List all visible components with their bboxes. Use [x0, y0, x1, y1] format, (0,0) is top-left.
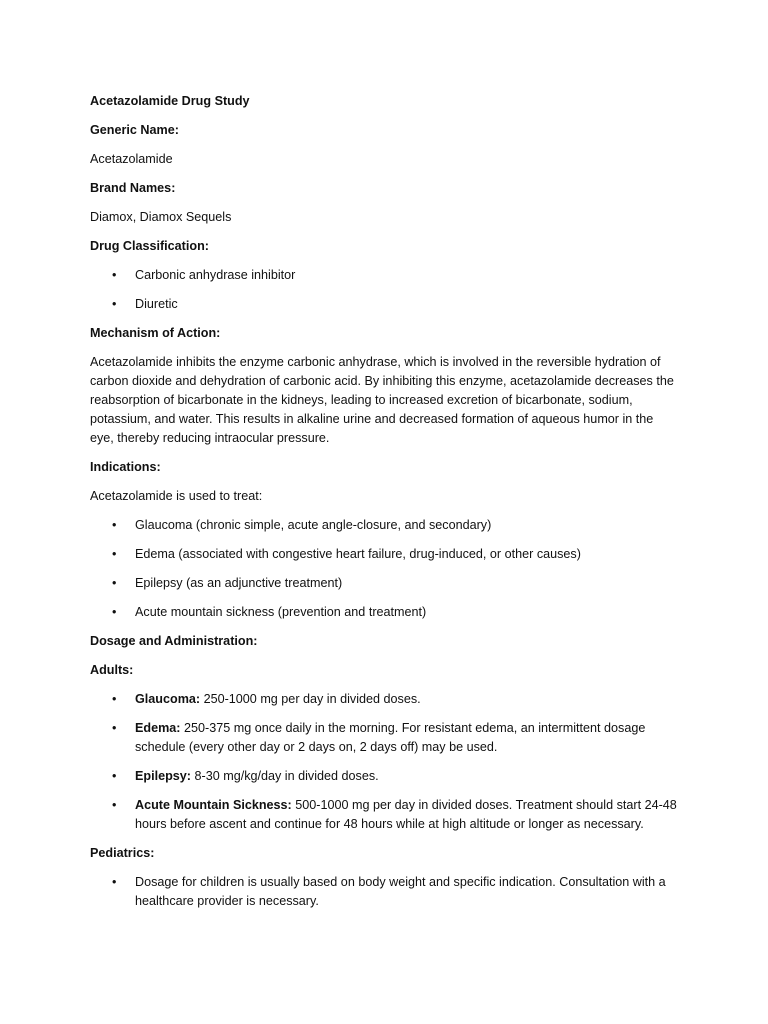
document-title: Acetazolamide Drug Study — [90, 94, 250, 108]
adults-heading: Adults: — [90, 663, 134, 677]
classification-list — [90, 266, 680, 314]
bullet-icon: • — [112, 769, 117, 783]
dosage-label: Epilepsy: — [135, 769, 191, 783]
dosage-text: 500-1000 mg per day in divided doses. Treatment should start 24-48 hours before ascent and continue for 48 hours while at high altitude or longer as necessary. — [135, 798, 677, 831]
adults-dosage-list — [90, 690, 680, 834]
list-item — [90, 545, 680, 564]
list-item-text: Edema (associated with congestive heart failure, drug-induced, or other causes) — [135, 547, 581, 561]
mechanism-text: Acetazolamide inhibits the enzyme carbonic anhydrase, which is involved in the reversible hydration of carbon dioxide and dehydration of carbonic acid. By inhibiting this enzyme, acetazolamide decreases the reabsorption of bicarbonate in the kidneys, leading to increased excretion of bicarbonate, sodium, potassium, and water. This results in alkaline urine and decreased formation of aqueous humor in the eye, thereby reducing intraocular pressure. — [90, 355, 674, 445]
list-item-text: Epilepsy (as an adjunctive treatment) — [135, 576, 343, 590]
bullet-icon: • — [112, 576, 117, 590]
dosage-label: Edema: — [135, 721, 181, 735]
bullet-icon: • — [112, 605, 117, 619]
generic-name-value: Acetazolamide — [90, 152, 173, 166]
dosage-text: 250-375 mg once daily in the morning. For resistant edema, an intermittent dosage schedule (every other day or 2 days on, 2 days off) may be used. — [135, 721, 646, 754]
bullet-icon: • — [112, 875, 117, 889]
list-item-text: Diuretic — [135, 297, 178, 311]
mechanism-heading: Mechanism of Action: — [90, 326, 221, 340]
list-item-text: Glaucoma (chronic simple, acute angle-closure, and secondary) — [135, 518, 492, 532]
list-item — [90, 295, 680, 314]
bullet-icon: • — [112, 547, 117, 561]
bullet-icon: • — [112, 268, 117, 282]
generic-name-heading: Generic Name: — [90, 123, 179, 137]
list-item — [90, 719, 680, 757]
bullet-icon: • — [112, 721, 117, 735]
dosage-label: Glaucoma: — [135, 692, 201, 706]
indications-heading: Indications: — [90, 460, 161, 474]
list-item — [90, 690, 680, 709]
dosage-label: Acute Mountain Sickness: — [135, 798, 292, 812]
bullet-icon: • — [112, 518, 117, 532]
list-item — [90, 767, 680, 786]
classification-heading: Drug Classification: — [90, 239, 209, 253]
list-item — [90, 266, 680, 285]
dosage-text: 250-1000 mg per day in divided doses. — [200, 692, 421, 706]
list-item — [90, 574, 680, 593]
bullet-icon: • — [112, 692, 117, 706]
document-page — [90, 92, 680, 921]
brand-names-heading: Brand Names: — [90, 181, 176, 195]
bullet-icon: • — [112, 798, 117, 812]
brand-names-value: Diamox, Diamox Sequels — [90, 210, 232, 224]
list-item-text: Acute mountain sickness (prevention and treatment) — [135, 605, 427, 619]
list-item — [90, 516, 680, 535]
list-item — [90, 873, 680, 911]
indications-list — [90, 516, 680, 622]
bullet-icon: • — [112, 297, 117, 311]
list-item-text: Dosage for children is usually based on body weight and specific indication. Consultation with a healthcare provider is necessary. — [135, 875, 666, 908]
list-item — [90, 603, 680, 622]
list-item — [90, 796, 680, 834]
dosage-heading: Dosage and Administration: — [90, 634, 258, 648]
pediatrics-list — [90, 873, 680, 911]
pediatrics-heading: Pediatrics: — [90, 846, 155, 860]
list-item-text: Carbonic anhydrase inhibitor — [135, 268, 296, 282]
indications-intro: Acetazolamide is used to treat: — [90, 489, 263, 503]
dosage-text: 8-30 mg/kg/day in divided doses. — [191, 769, 379, 783]
